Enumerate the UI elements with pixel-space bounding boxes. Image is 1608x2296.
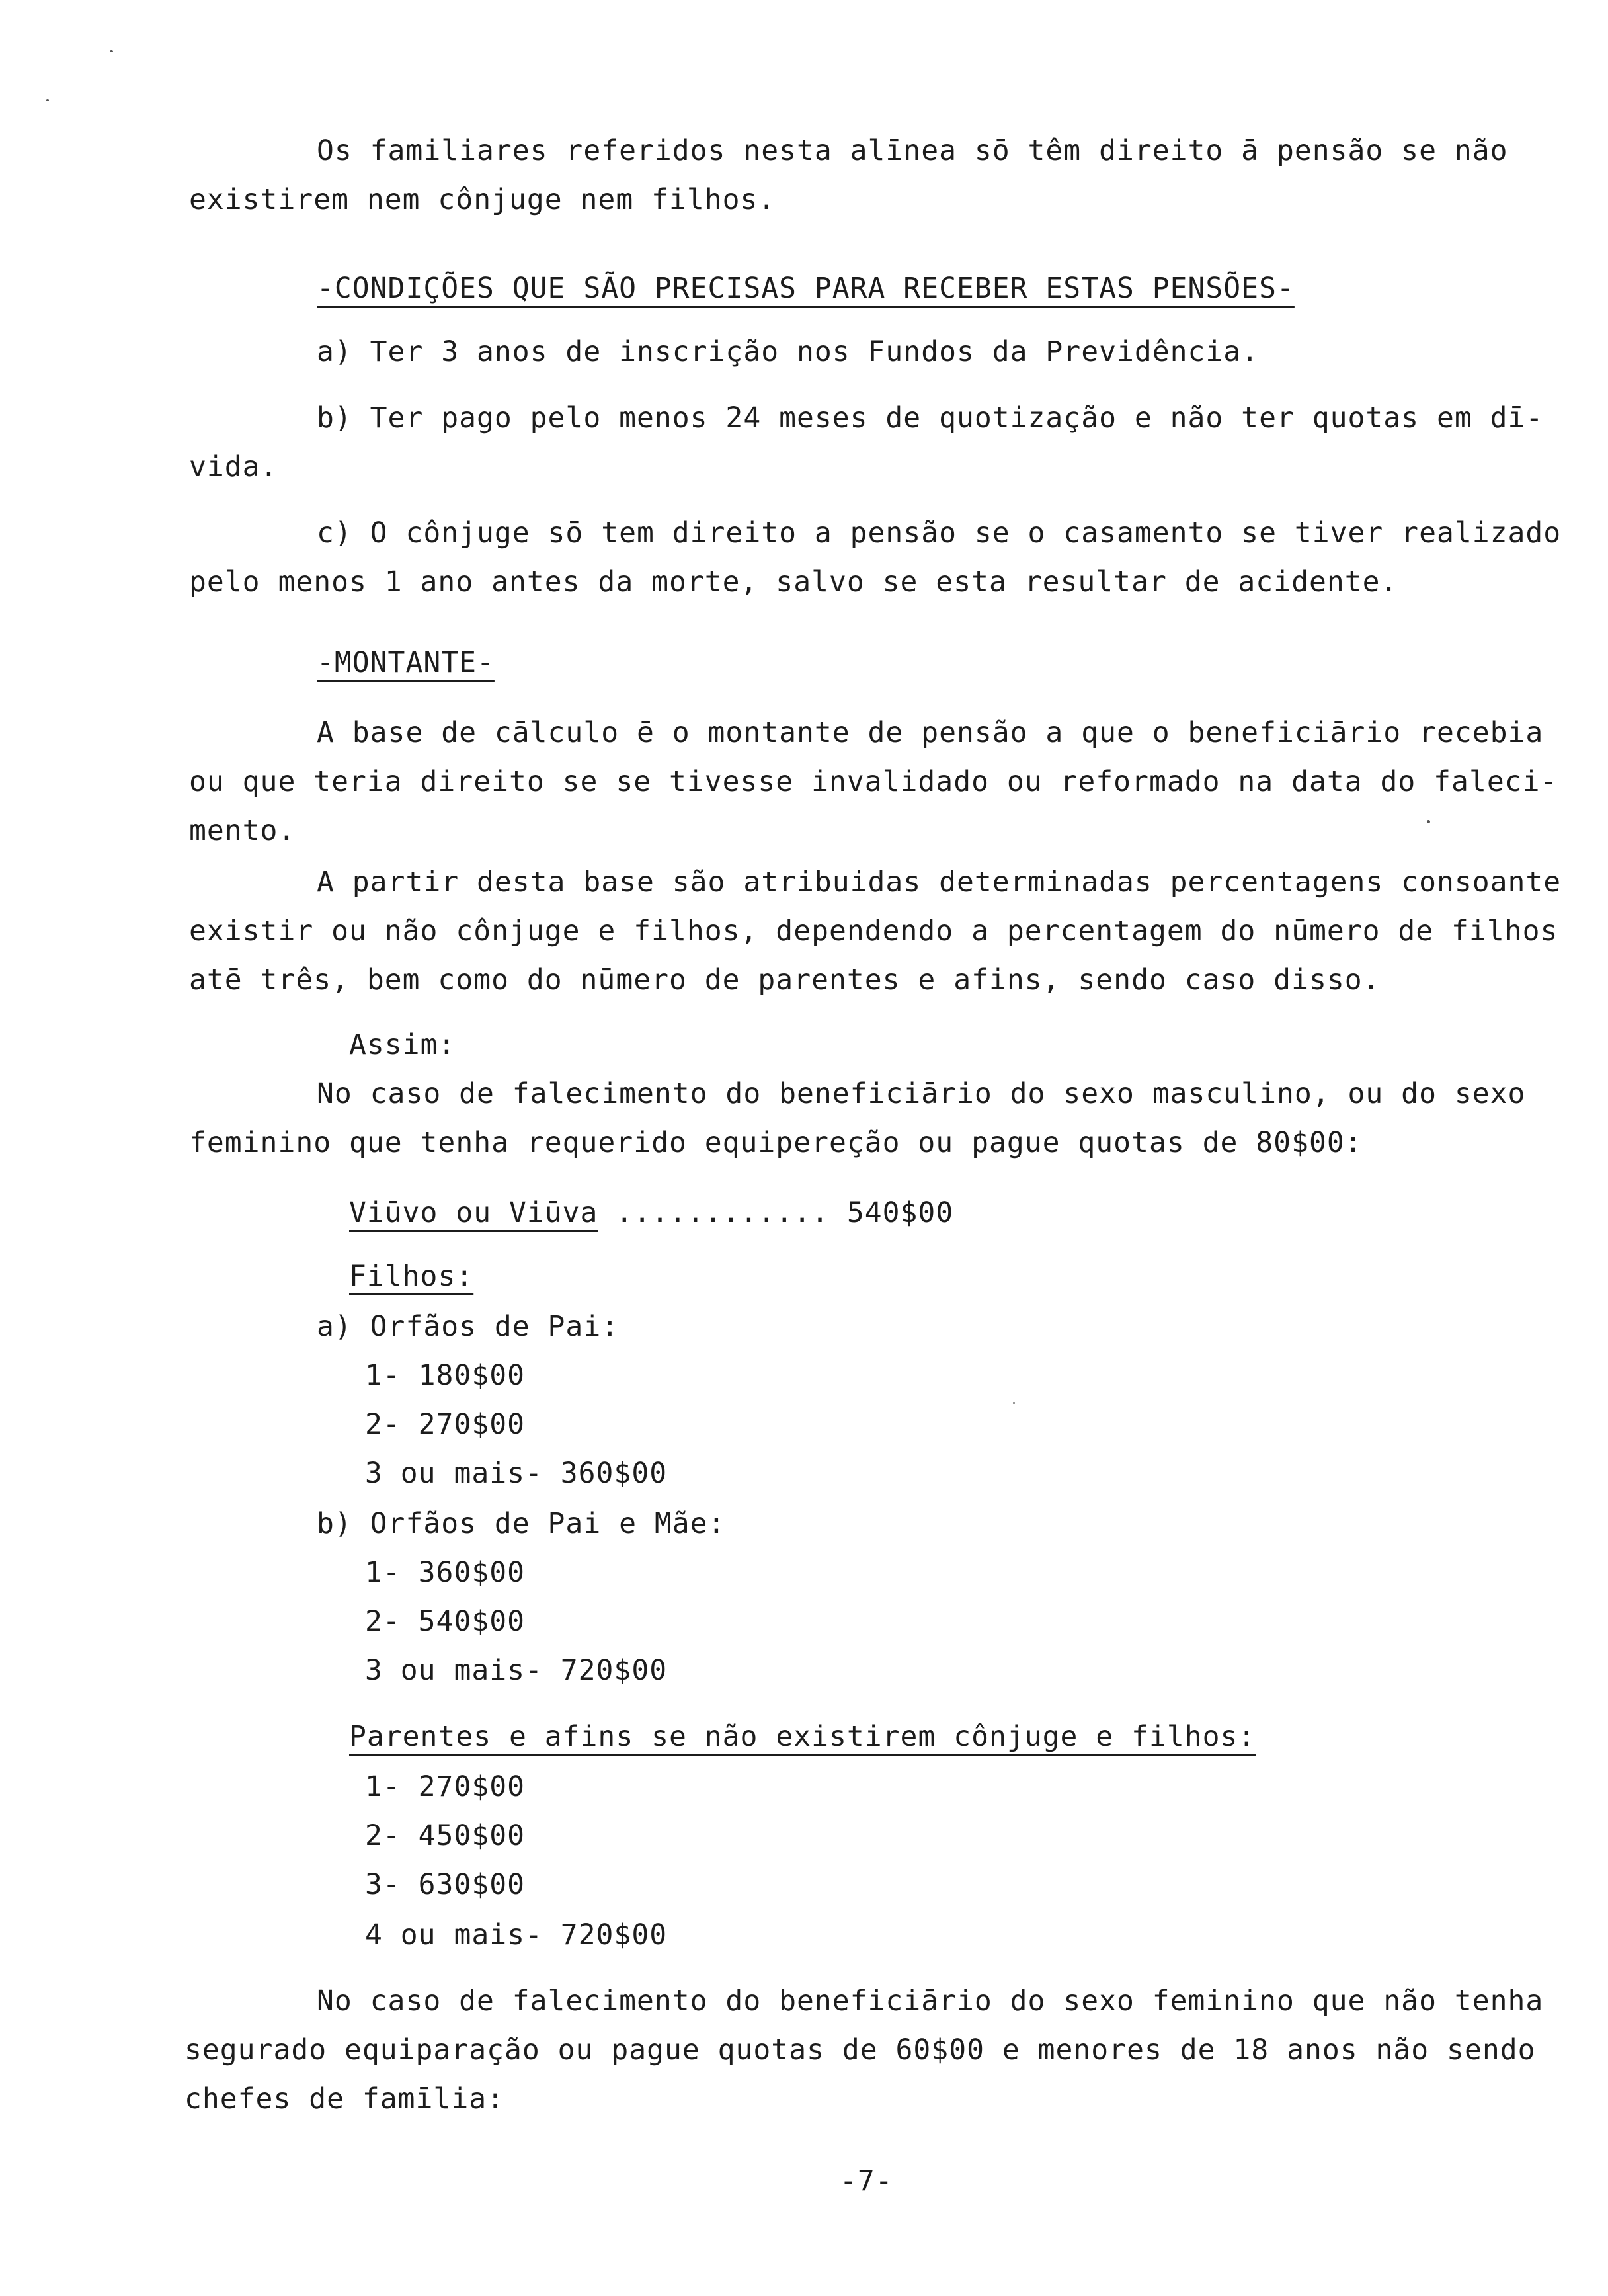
parentes-item-1: 1- 270$00 xyxy=(365,1770,525,1803)
filhos-b-item-2: 2- 540$00 xyxy=(365,1605,525,1638)
montante-p1-line-2: ou que teria direito se se tivesse invalidado ou reformado na data do faleci- xyxy=(189,765,1558,798)
scan-speck xyxy=(1013,1402,1015,1404)
parentes-item-4: 4 ou mais- 720$00 xyxy=(365,1918,668,1951)
closing-line-3: chefes de famīlia: xyxy=(184,2082,504,2115)
intro-line-2: existirem nem cônjuge nem filhos. xyxy=(189,183,776,216)
montante-p2-line-3: atē três, bem como do nūmero de parentes e afins, sendo caso disso. xyxy=(189,964,1381,997)
closing-line-2: segurado equiparação ou pague quotas de 60$00 e menores de 18 anos não sendo xyxy=(184,2033,1536,2067)
page-number: -7- xyxy=(840,2164,893,2197)
viuvo-dots: ............ xyxy=(598,1196,847,1229)
montante-p2-line-1: A partir desta base são atribuidas determinadas percentagens consoante xyxy=(317,866,1562,899)
conditions-heading: -CONDIÇÕES QUE SÃO PRECISAS PARA RECEBER ESTAS PENSÕES- xyxy=(317,272,1295,305)
scan-speck xyxy=(110,50,113,52)
filhos-group-a-title: a) Orfãos de Pai: xyxy=(317,1310,620,1343)
parentes-item-2: 2- 450$00 xyxy=(365,1819,525,1852)
viuvo-row xyxy=(349,1194,953,1231)
assim-label: Assim: xyxy=(349,1028,456,1061)
parentes-item-3: 3- 630$00 xyxy=(365,1868,525,1901)
scan-speck xyxy=(1427,820,1430,823)
condition-c-line-2: pelo menos 1 ano antes da morte, salvo se esta resultar de acidente. xyxy=(189,565,1398,598)
condition-b-line-1: b) Ter pago pelo menos 24 meses de quotização e não ter quotas em dī- xyxy=(317,401,1544,434)
montante-p1-line-1: A base de cālculo ē o montante de pensão a que o beneficiārio recebia xyxy=(317,716,1544,749)
montante-p3-line-1: No caso de falecimento do beneficiārio do sexo masculino, ou do sexo xyxy=(317,1077,1526,1110)
condition-b-line-2: vida. xyxy=(189,450,278,483)
filhos-a-item-1: 1- 180$00 xyxy=(365,1359,525,1392)
filhos-heading: Filhos: xyxy=(349,1260,474,1293)
filhos-a-item-2: 2- 270$00 xyxy=(365,1408,525,1441)
filhos-b-item-1: 1- 360$00 xyxy=(365,1556,525,1589)
filhos-b-item-3: 3 ou mais- 720$00 xyxy=(365,1654,668,1687)
filhos-a-item-3: 3 ou mais- 360$00 xyxy=(365,1457,668,1490)
condition-a: a) Ter 3 anos de inscrição nos Fundos da Previdência. xyxy=(317,335,1260,368)
intro-line-1: Os familiares referidos nesta alīnea sō têm direito ā pensão se não xyxy=(317,134,1508,167)
parentes-heading: Parentes e afins se não existirem cônjuge e filhos: xyxy=(349,1720,1256,1753)
closing-line-1: No caso de falecimento do beneficiārio do sexo feminino que não tenha xyxy=(317,1985,1544,2018)
viuvo-label: Viūvo ou Viūva xyxy=(349,1196,598,1229)
filhos-group-b-title: b) Orfãos de Pai e Mãe: xyxy=(317,1507,726,1540)
montante-p3-line-2: feminino que tenha requerido equipereção ou pague quotas de 80$00: xyxy=(189,1126,1363,1159)
viuvo-value: 540$00 xyxy=(846,1196,954,1229)
montante-p1-line-3: mento. xyxy=(189,814,296,847)
montante-p2-line-2: existir ou não cônjuge e filhos, dependendo a percentagem do nūmero de filhos xyxy=(189,915,1558,948)
condition-c-line-1: c) O cônjuge sō tem direito a pensão se o casamento se tiver realizado xyxy=(317,516,1562,550)
scan-speck xyxy=(46,99,49,101)
montante-heading: -MONTANTE- xyxy=(317,646,495,679)
